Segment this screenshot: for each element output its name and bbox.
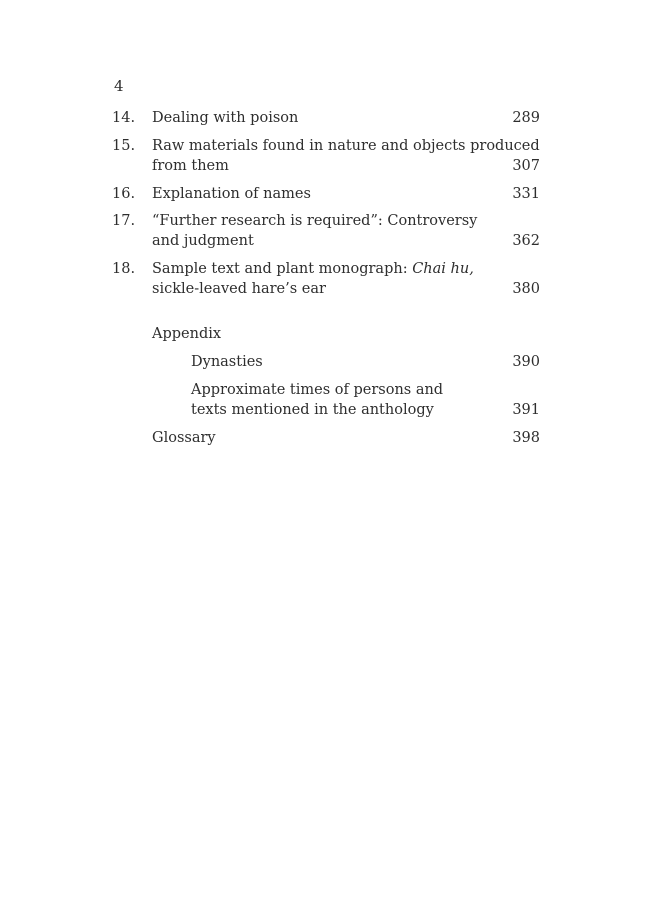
entry-page: 331	[512, 186, 540, 202]
entry-page: 391	[512, 402, 540, 418]
entry-title	[152, 211, 482, 251]
entry-title-line: Raw materials found in nature and objects produced	[152, 138, 540, 154]
entry-title	[152, 428, 482, 448]
entry-page: 398	[512, 430, 540, 446]
entry-page: 307	[512, 158, 540, 174]
entry-number: 16.	[112, 186, 136, 202]
entry-title-line: Explanation of names	[152, 186, 311, 202]
entry-page: 390	[512, 354, 540, 370]
entry-number: 18.	[112, 261, 136, 277]
entry-title	[191, 380, 521, 420]
entry-title	[152, 108, 482, 128]
entry-title-line: Approximate times of persons and	[191, 382, 444, 398]
entry-page: 289	[512, 110, 540, 126]
entry-title-line: texts mentioned in the anthology	[191, 402, 434, 418]
entry-title-line: and judgment	[152, 233, 254, 249]
entry-page: 380	[512, 281, 540, 297]
entry-title-line: sickle-leaved hare’s ear	[152, 281, 326, 297]
entry-title-line: from them	[152, 158, 229, 174]
entry-title-line: “Further research is required”: Controversy	[152, 213, 478, 229]
entry-title-text: Sample text and plant monograph:	[152, 261, 413, 277]
entry-title-line: Glossary	[152, 430, 216, 446]
entry-title-line: Dealing with poison	[152, 110, 299, 126]
entry-number: 15.	[112, 138, 136, 154]
entry-title-line	[152, 259, 482, 279]
entry-page: 362	[512, 233, 540, 249]
entry-title-line: Dynasties	[191, 354, 263, 370]
entry-title	[152, 184, 482, 204]
entry-title-italic: Chai hu,	[412, 261, 474, 277]
entry-title	[191, 352, 521, 372]
entry-number: 14.	[112, 110, 136, 126]
page-number: 4	[114, 77, 124, 95]
appendix-heading: Appendix	[152, 326, 222, 342]
entry-number: 17.	[112, 213, 136, 229]
entry-title	[152, 259, 482, 299]
